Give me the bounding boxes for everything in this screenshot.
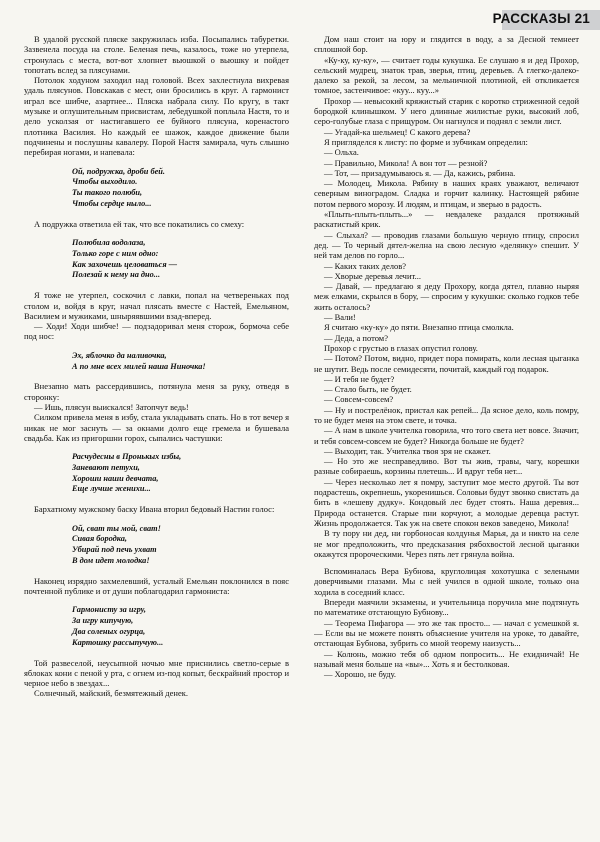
verse-line: Еще лучше женихи...	[72, 484, 151, 494]
paragraph: — Совсем-совсем?	[324, 394, 394, 405]
verse-line: Два соленых огурца,	[72, 626, 146, 636]
paragraph: Наконец изрядно захмелевший, усталый Емельян поклонился в пояс почтенной публике и от души поблагодарил гармониста:	[24, 575, 289, 597]
paragraph: — Вали!	[324, 312, 356, 323]
verse-line: Ой, подружка, дроби бей.	[72, 166, 165, 176]
verse-line: Расчудесны в Пронькых избы,	[72, 452, 182, 462]
verse	[72, 524, 289, 567]
paragraph: Я считаю «ку-ку» до пяти. Внезапно птица смолкла.	[324, 322, 514, 333]
paragraph: — Правильно, Микола! А вон тот — резной?	[324, 157, 488, 168]
section-gap	[314, 559, 579, 566]
verse	[72, 452, 289, 495]
verse-line: Картошку рассыпучую...	[72, 637, 164, 647]
paragraph: — Выходит, так. Учителка твоя зря не скажет.	[324, 445, 491, 456]
verse-line: За игру кипучую,	[72, 616, 134, 626]
verse-line: Гармонисту за игру,	[72, 605, 146, 615]
paragraph: — Угадай-ка шельмец! С какого дерева?	[324, 126, 471, 137]
paragraph: — Каких таких делов?	[324, 260, 407, 271]
verse-line: Ты такого полюби,	[72, 188, 143, 198]
paragraph: — А нам в школе учителка говорила, что того света нет вовсе. Значит, и тебя совсем-совсем не будет? Никогда больше не будет?	[314, 425, 579, 446]
paragraph: Бархатному мужскому баску Ивана вторил бедовый Настин голос:	[34, 504, 275, 515]
verse	[72, 351, 289, 373]
paragraph: — Теорема Пифагора — это же так просто... — начал с усмешкой я. — Если вы не можете понять объяснение учителя на уроке, то давайте, отстающая Бубнова, зубрить со мной теорему наизусть...	[314, 617, 579, 649]
paragraph: — Стало быть, не будет.	[324, 384, 412, 395]
paragraph: — Ходи! Ходи шибче! — подзадоривал меня сторож, бормоча себе под нос:	[24, 321, 289, 342]
section-title: РАССКАЗЫ	[492, 11, 571, 26]
paragraph: — Слыхал? — проводив глазами большую черную птицу, спросил дед. — То черный дятел-желна на свою лесную «делянку» спешит. У ней там делов по горло...	[314, 229, 579, 261]
paragraph: — Колюнь, можно тебя об одном попросить... Не ехидничай! Не называй меня больше на «вы»... Хоть я и бестолковая.	[314, 648, 579, 669]
paragraph: Прохор с грустью в глазах опустил голову.	[324, 342, 478, 353]
paragraph: — И тебя не будет?	[324, 373, 395, 384]
verse-line: Убирай под печь ухват	[72, 545, 157, 555]
paragraph: Той развеселой, неусыпной ночью мне приснились светло-серые в яблоках кони с пеной у рта, с огнем из-под копыт, бескрайний простор и черное небо в звездах...	[24, 657, 289, 689]
right-column	[314, 34, 579, 834]
paragraph: — Через несколько лет я помру, заступит мое место другой. Ты вот подрастешь, окрепнешь, укоренишься. Соловьи будут звонко свистать да бить в «лешеву дудку». Кондовый лес будет стоять. Наша деревня... Природа останется. Старые пни корчуют, а молодые деревца растут. Жизнь продолжается. Так уж на свете спокон веков заведено, Микола!	[314, 476, 579, 528]
paragraph: — Ишь, плясун выискался! Затопчут ведь!	[34, 401, 189, 412]
verse-line: Хороши наши девчата,	[72, 473, 159, 483]
paragraph: — Хворые деревья лечит...	[324, 270, 421, 281]
verse-line: Полезай к нему на дно...	[72, 270, 161, 280]
paragraph: В удалой русской пляске закружилась изба. Посыпались табуретки. Зазвенела посуда на столе. Беленая печь, казалось, тоже но утерпела, стронулась с места, вот-вот хлопнет вьюшкой о вьюшку и пойдет топотать вслед за плясунами.	[24, 34, 289, 75]
verse-line: Заневают петухи,	[72, 462, 140, 472]
paragraph: Вспоминалась Вера Бубнова, круглолицая хохотушка с зелеными доверчивыми глазами. Мы с ней учился в одной школе, только она ходила в соседний класс.	[314, 566, 579, 597]
paragraph: — Молодец, Микола. Рябину в наших краях уважают, величают северным виноградом. Сладка и горчит калинку. Настоящей рябине потом первого морозу. И людям, и птицам, и зверью в радость.	[314, 178, 579, 209]
paragraph: — Потом? Потом, видно, придет пора помирать, коли лесная цыганка не шутит. Ведь после семидесяти, почитай, каждый год подарок.	[314, 353, 579, 374]
paragraph: Я тоже не утерпел, соскочил с лавки, попал на четвереньках под столом и, войдя в круг, начал плясать вместе с Настей, Емельяном, Василием и мужиками, шныряявшими взад-вперед.	[24, 290, 289, 321]
paragraph: — Ну и пострелёнок, пристал как репей... Да ясное дело, коль помру, то не будет меня на этом свете, и точка.	[314, 404, 579, 425]
paragraph: «Плыть-плыть-плыть...» — невдалеке раздался протяжный раскатистый крик.	[314, 209, 579, 230]
paragraph: — Ольха.	[324, 147, 359, 158]
verse-line: А по мне всех милей наша Ниночка!	[72, 361, 206, 371]
verse	[72, 605, 289, 648]
paragraph: В ту пору ни дед, ни горбоносая колдунья Марья, да и никто на селе не мог предположить, что предсказания рябохвостой лесной цыганки окажутся пророческими. Через пять лет грянула война.	[314, 528, 579, 559]
verse-line: Чтобы выходило.	[72, 177, 138, 187]
verse-line: Ой, сват ты мой, сват!	[72, 523, 161, 533]
left-column	[24, 34, 289, 834]
verse-line: Полюбила водолаза,	[72, 238, 146, 248]
paragraph: А подружка ответила ей так, что все покатились со смеху:	[34, 218, 245, 229]
paragraph: Дом наш стоит на юру и глядится в воду, а за Десной темнеет сплошной бор.	[314, 34, 579, 55]
paragraph: «Ку-ку, ку-ку», — считает годы кукушка. Ее слушаю я и дед Прохор, сельский мудрец, знаток трав, зверья, птиц, деревьев. А глегко-далеко-далеко за рекой, за лесом, за мельничной плотиной, ей откликается томное, застенчивое: «куу... куу...»	[314, 54, 579, 96]
paragraph: Потолок ходуном заходил над головой. Всех захлестнула вихревая удаль плясунов. Повскакав с мест, они бросились в круг. А гармонист играл все шибче, азартнее... Пляска набрала силу. По кругу, в такт музыке и оглушительным присвистам, лебедушкой поплыла Настя, то и дело усколзая от настигавшего ее буйного плясуна, коренастого плотника Василия. Но каждый ее шажок, каждое движение были подчинены и послушны кавалеру. Порой Настя замирала, чуть слышно перебирая ногами, и напевала:	[24, 75, 289, 158]
paragraph: — Деда, а потом?	[324, 332, 388, 343]
paragraph: Внезапно мать рассердившись, потянула меня за руку, отведя в сторонку:	[24, 381, 289, 402]
verse-line: Сивая бородка,	[72, 534, 127, 544]
paragraph: — Давай, — предлагаю я деду Прохору, когда дятел, плавно ныряя меж елками, скрылся в бору, — спросим у кукушки: сколько годков тебе жить осталось?	[314, 281, 579, 312]
verse-line: Как захочешь целоваться —	[72, 259, 177, 269]
paragraph: — Тот, — призадумываюсь я. — Да, кажись, рябина.	[324, 167, 516, 178]
verse-line: В дом идет молодка!	[72, 555, 150, 565]
paragraph: Впереди маячили экзамены, и учительница поручила мне подтянуть по математике отстающую Бубнову...	[314, 597, 579, 618]
paragraph: Я пригляделся к листу: по форме и зубчикам определил:	[324, 136, 528, 147]
paragraph: — Хорошо, не буду.	[324, 669, 397, 680]
verse	[72, 167, 289, 210]
verse	[72, 238, 289, 281]
paragraph: Прохор — невысокий кряжистый старик с коротко стриженной седой бородкой клинышком. У него длинные жилистые руки, высокий лоб, серо-голубые глаза с прищуром. Он нагнулся и поднял с земли лист.	[314, 95, 579, 127]
paragraph: Силком привела меня в избу, стала укладывать спать. Но в тот вечер я никак не мог заснуть — за окнами долго еще гремела и бушевала свадьба. Как из пригоршни горох, сыпались частушки:	[24, 412, 289, 443]
section-header	[493, 11, 590, 26]
verse-line: Только горе с ним одно:	[72, 248, 159, 258]
page-number: 21	[574, 11, 590, 26]
verse-line: Эх, яблочко да наливочка,	[72, 350, 167, 360]
verse-line: Чтобы сердце ныло...	[72, 198, 152, 208]
paragraph: Солнечный, майский, безмятежный денек.	[34, 688, 188, 699]
paragraph: — Но это же несправедливо. Вот ты жив, травы, чагу, корешки разные собираешь, корзины плетешь... И вдруг тебя нет...	[314, 456, 579, 477]
